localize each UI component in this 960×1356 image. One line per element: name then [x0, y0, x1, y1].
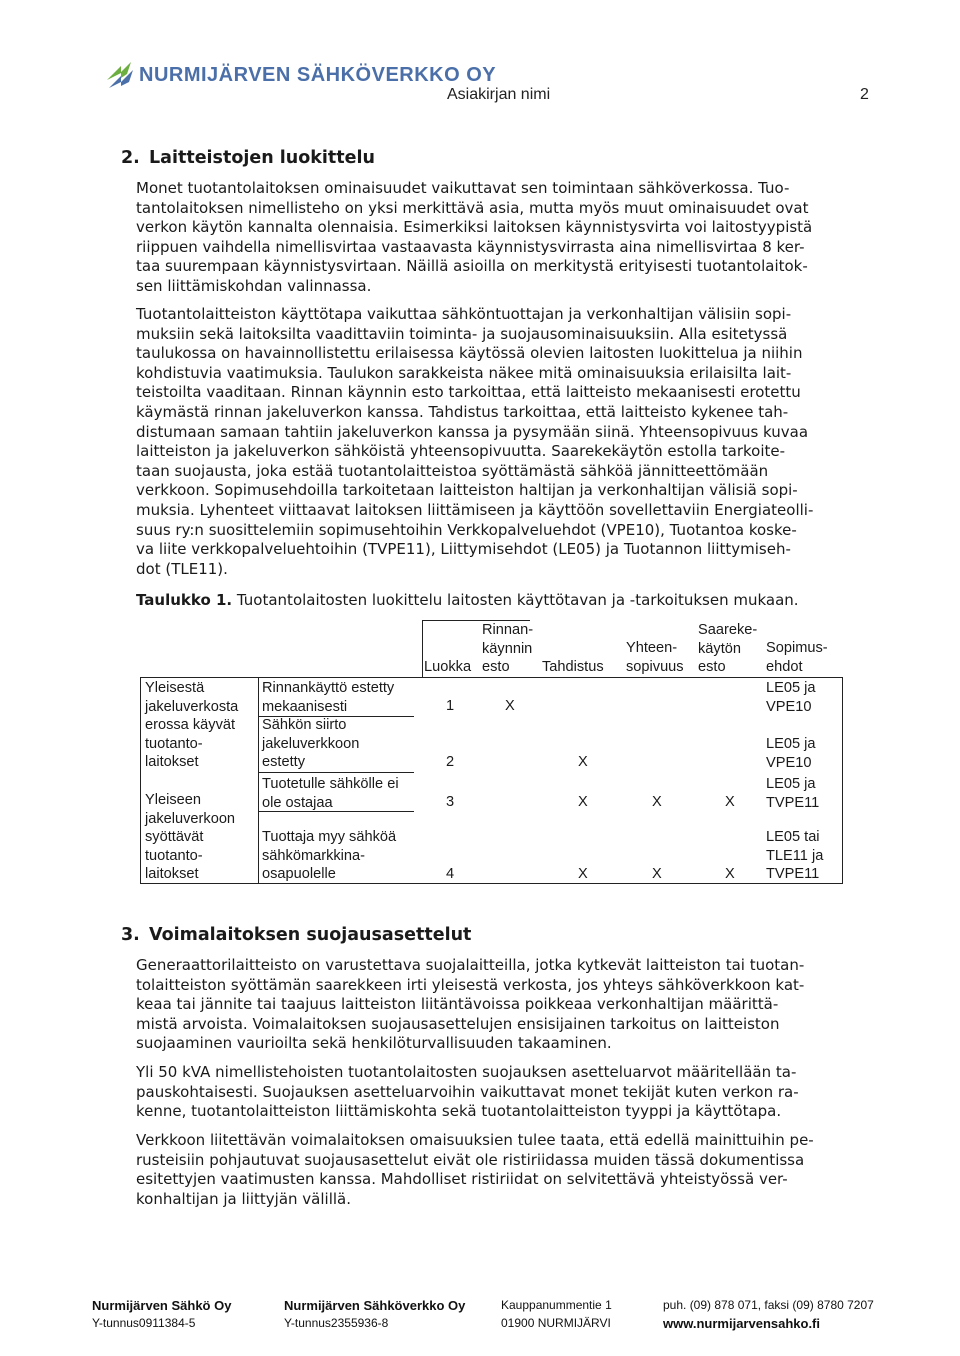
- section-3-paragraph-1: [136, 956, 872, 1054]
- text-line: Tuotantolaitteiston käyttötapa vaikuttaa sähköntuottajan ja verkonhaltijan välisiin sopi-: [136, 305, 792, 323]
- text-line: pauskohtaisesti. Suojauksen asetteluarvoihin vaikuttavat monet tekijät kuten verkon ra-: [136, 1082, 799, 1101]
- table-row-4-luokka: 4: [446, 866, 455, 882]
- text-line: muksia. Lyhenteet viittaavat laitoksen liittämiseen ja käyttöön sovellettaviin Energiateolli-: [136, 500, 814, 519]
- text-line: verkkoon. Sopimusehdoilla tarkoitetaan laitteiston haltijan ja verkonhaltijan välisiä sopi-: [136, 481, 798, 500]
- footer-website-link[interactable]: www.nurmijarvensahko.fi: [663, 1316, 821, 1331]
- table-row-2-sop: [766, 735, 816, 772]
- cell-line: VPE10: [766, 754, 812, 771]
- table-border: [842, 677, 843, 883]
- header-line: Yhteen-: [626, 640, 678, 656]
- document-name: Asiakirjan nimi: [447, 86, 551, 103]
- section-title: Laitteistojen luokittelu: [149, 148, 375, 168]
- cell-line: LE05 ja: [766, 680, 816, 696]
- group-line: Yleiseen: [145, 792, 201, 808]
- table-border: [140, 677, 843, 678]
- text-line: esitettyjen vaatimusten kanssa. Mahdolliset ristiriidat on selvitettävä yhteistyössä ver-: [136, 1170, 788, 1189]
- cell-line: LE05 ja: [766, 776, 816, 792]
- table-row-2-tahd: X: [578, 754, 588, 770]
- group-line: tuotanto-: [145, 847, 203, 864]
- header-line: Saareke-: [698, 622, 758, 638]
- group-line: erossa käyvät: [145, 717, 236, 733]
- table-border: [258, 677, 259, 883]
- table-row-4-desc: [262, 828, 396, 884]
- text-line: rusteisiin pohjautuvat suojausasettelut eivät ole ristiriidassa muiden tässä dokumentissa: [136, 1150, 805, 1169]
- header-yhteensopivuus: [626, 639, 684, 676]
- text-line: laitteiston ja jakeluverkon sähköistä yhteensopivuutta. Saarekekäytön estolla tarkoite-: [136, 442, 786, 461]
- table-row-2-luokka: 2: [446, 754, 455, 770]
- group-label-erossa: [145, 679, 238, 772]
- table-row-1-rinnan: X: [505, 698, 515, 714]
- group-line: jakeluverkosta: [145, 698, 239, 715]
- footer-company-1: Nurmijärven Sähkö Oy: [92, 1298, 232, 1313]
- group-line: syöttävät: [145, 829, 204, 845]
- footer-phone: puh. (09) 878 071, faksi (09) 8780 7207: [663, 1298, 874, 1312]
- section-2-heading: [121, 148, 375, 168]
- header-line: käytön: [698, 640, 741, 657]
- text-line: sen liittämiskohdan valinnassa.: [136, 276, 372, 295]
- cell-line: TLE11 ja: [766, 847, 824, 864]
- text-line: dot (TLE11).: [136, 559, 228, 578]
- header-luokka: Luokka: [424, 659, 472, 675]
- text-line: tolaitteiston syöttämän saarekkeen irti yleisestä verkosta, jos yhteys sähköverkkoon kat-: [136, 975, 805, 994]
- text-line: teistoilta vaaditaan. Rinnan käynnin esto tarkoittaa, että laitteisto mekaanisesti erotettu: [136, 383, 801, 402]
- section-3-paragraph-2: [136, 1063, 872, 1122]
- text-line: Generaattorilaitteisto on varustettava suojalaitteilla, jotka kytkevät laitteiston tai tuotan-: [136, 956, 805, 974]
- section-3-paragraph-3: [136, 1131, 872, 1209]
- text-line: va liite verkkopalveluehtoihin (TVPE11), Liittymisehdot (LE05) ja Tuotannon liittymiseh-: [136, 540, 791, 559]
- cell-line: Tuotetulle sähkölle ei: [262, 776, 399, 792]
- table-row-4-saar: X: [725, 866, 735, 882]
- section-number: 3.: [121, 925, 140, 945]
- cell-line: LE05 ja: [766, 736, 816, 752]
- text-line: riippuen vaihdella nimellisvirtaa vastaavasta käynnistysvirrasta aina nimellisvirtaa 8 ker-: [136, 237, 805, 256]
- text-line: distumaan samaan tahtiin jakeluverkon kanssa ja pysymään siinä. Yhteensopivuus kuvaa: [136, 422, 809, 441]
- section-number: 2.: [121, 148, 140, 168]
- table-caption-label: Taulukko 1.: [136, 591, 233, 609]
- cell-line: estetty: [262, 754, 305, 770]
- cell-line: jakeluverkkoon: [262, 735, 360, 752]
- group-line: Yleisestä: [145, 680, 205, 696]
- footer-company-2: Nurmijärven Sähköverkko Oy: [284, 1298, 466, 1313]
- logo-mark-icon: [105, 58, 135, 90]
- header-line: Rinnan-: [482, 622, 534, 638]
- text-line: taan suojausta, joka estää tuotantolaitteistoa syöttämästä sähköä jännitteettömään: [136, 461, 769, 480]
- text-line: Monet tuotantolaitoksen ominaisuudet vaikuttavat sen toimintaan sähköverkossa. Tuo-: [136, 179, 790, 197]
- logo-text: NURMIJÄRVEN SÄHKÖVERKKO OY: [139, 63, 497, 86]
- text-line: suojaaminen vaurioilta sekä henkilöturvallisuuden takaaminen.: [136, 1034, 612, 1053]
- table-row-4-tahd: X: [578, 866, 588, 882]
- table-row-3-sop: [766, 775, 819, 812]
- header-line: Sopimus-: [766, 640, 828, 656]
- footer-city: 01900 NURMIJÄRVI: [501, 1316, 611, 1330]
- table-row-3-yht: X: [652, 794, 662, 810]
- footer-company-1-id: Y-tunnus0911384-5: [92, 1316, 196, 1330]
- table-row-2-desc: [262, 716, 359, 772]
- group-line: jakeluverkoon: [145, 810, 236, 827]
- text-line: verkon käytön kannalta olennaisia. Esimerkiksi laitoksen käynnistysvirta voi laitostyypistä: [136, 218, 813, 237]
- cell-line: VPE10: [766, 698, 812, 715]
- section-2-paragraph-2: [136, 305, 872, 579]
- table-caption: [136, 591, 799, 609]
- text-line: taa suurempaan käynnistysvirtaan. Näillä asioilla on merkitystä erityisesti tuotantolaitok-: [136, 257, 808, 276]
- header-line: käynnin: [482, 640, 533, 657]
- company-logo: [105, 58, 496, 90]
- header-line: sopivuus: [626, 658, 684, 675]
- table-border: [422, 620, 423, 677]
- group-line: laitokset: [145, 754, 199, 770]
- header-tahdistus: Tahdistus: [542, 659, 604, 675]
- text-line: kenne, tuotantolaitteiston liittämiskohta sekä tuotantolaitteiston tyyppi ja käyttötapa.: [136, 1102, 782, 1121]
- text-line: muksiin sekä laitoksilta vaadittaviin toiminta- ja suojausominaisuuksiin. Alla esitetyssä: [136, 324, 788, 343]
- header-sopimusehdot: [766, 639, 828, 676]
- table-border: [258, 772, 414, 773]
- section-2-paragraph-1: [136, 179, 872, 297]
- text-line: käymästä rinnan jakeluverkon kanssa. Tahdistus tarkoittaa, että laitteisto kykenee tah-: [136, 402, 789, 421]
- cell-line: Sähkön siirto: [262, 717, 347, 733]
- cell-line: mekaanisesti: [262, 698, 348, 715]
- table-row-3-luokka: 3: [446, 794, 455, 810]
- cell-line: ole ostajaa: [262, 794, 333, 811]
- header-saarekekaytön-esto: [698, 621, 757, 677]
- table-row-3-tahd: X: [578, 794, 588, 810]
- cell-line: sähkömarkkina-: [262, 847, 366, 864]
- table-row-1-sop: [766, 679, 816, 716]
- text-line: konhaltijan ja liittyjän välillä.: [136, 1189, 351, 1208]
- group-label-syottavat: [145, 791, 235, 884]
- table-caption-text: Tuotantolaitosten luokittelu laitosten käyttötavan ja -tarkoituksen mukaan.: [232, 591, 799, 609]
- header-line: esto: [698, 659, 726, 675]
- table-border: [140, 883, 843, 884]
- table-row-3-desc: [262, 775, 399, 812]
- footer-street: Kauppanummentie 1: [501, 1298, 612, 1312]
- header-line: ehdot: [766, 658, 803, 675]
- group-line: tuotanto-: [145, 735, 203, 752]
- text-line: kohdistuvia vaatimuksia. Taulukon sarakkeista näkee mitä ominaisuuksia erilaisilta lait-: [136, 363, 792, 382]
- cell-line: osapuolelle: [262, 866, 336, 882]
- footer-company-2-id: Y-tunnus2355936-8: [284, 1316, 389, 1330]
- section-3-heading: [121, 925, 471, 945]
- text-line: suus ry:n suosittelemiin sopimusehtoihin Verkkopalveluehdot (VPE10), Tuotantoa koske-: [136, 520, 797, 539]
- text-line: keaa tai jännite tai taajuus laitteiston liitäntävoissa poikkeaa verkonhaltijan määrittä-: [136, 995, 779, 1014]
- section-title: Voimalaitoksen suojausasettelut: [149, 925, 472, 945]
- header-line: esto: [482, 659, 510, 675]
- text-line: tantolaitoksen nimellisteho on yksi merkittävä asia, mutta myös muut ominaisuudet ovat: [136, 198, 809, 217]
- cell-line: LE05 tai: [766, 829, 820, 845]
- table-row-1-luokka: 1: [446, 698, 455, 714]
- cell-line: TVPE11: [766, 866, 820, 882]
- text-line: Verkkoon liitettävän voimalaitoksen omaisuuksien tulee taata, että edellä mainittuihin pe-: [136, 1131, 814, 1149]
- text-line: taulukossa on havainnollistettu erilaisessa käytössä olevien laitosten luokittelua ja niihin: [136, 344, 803, 363]
- cell-line: TVPE11: [766, 794, 820, 811]
- table-row-1-desc: [262, 679, 394, 716]
- group-line: laitokset: [145, 866, 199, 882]
- header-rinnankaynnin-esto: [482, 621, 533, 677]
- table-row-3-saar: X: [725, 794, 735, 810]
- table-row-4-yht: X: [652, 866, 662, 882]
- cell-line: Tuottaja myy sähköä: [262, 829, 397, 845]
- text-line: Yli 50 kVA nimellistehoisten tuotantolaitosten suojauksen asetteluarvot määritellään ta-: [136, 1063, 797, 1081]
- cell-line: Rinnankäyttö estetty: [262, 680, 395, 696]
- table-row-4-sop: [766, 828, 823, 884]
- table-border: [140, 677, 141, 883]
- page-number: 2: [860, 86, 869, 103]
- text-line: mistä arvoista. Voimalaitoksen suojausasettelujen ensisijainen tarkoitus on laitteiston: [136, 1014, 780, 1033]
